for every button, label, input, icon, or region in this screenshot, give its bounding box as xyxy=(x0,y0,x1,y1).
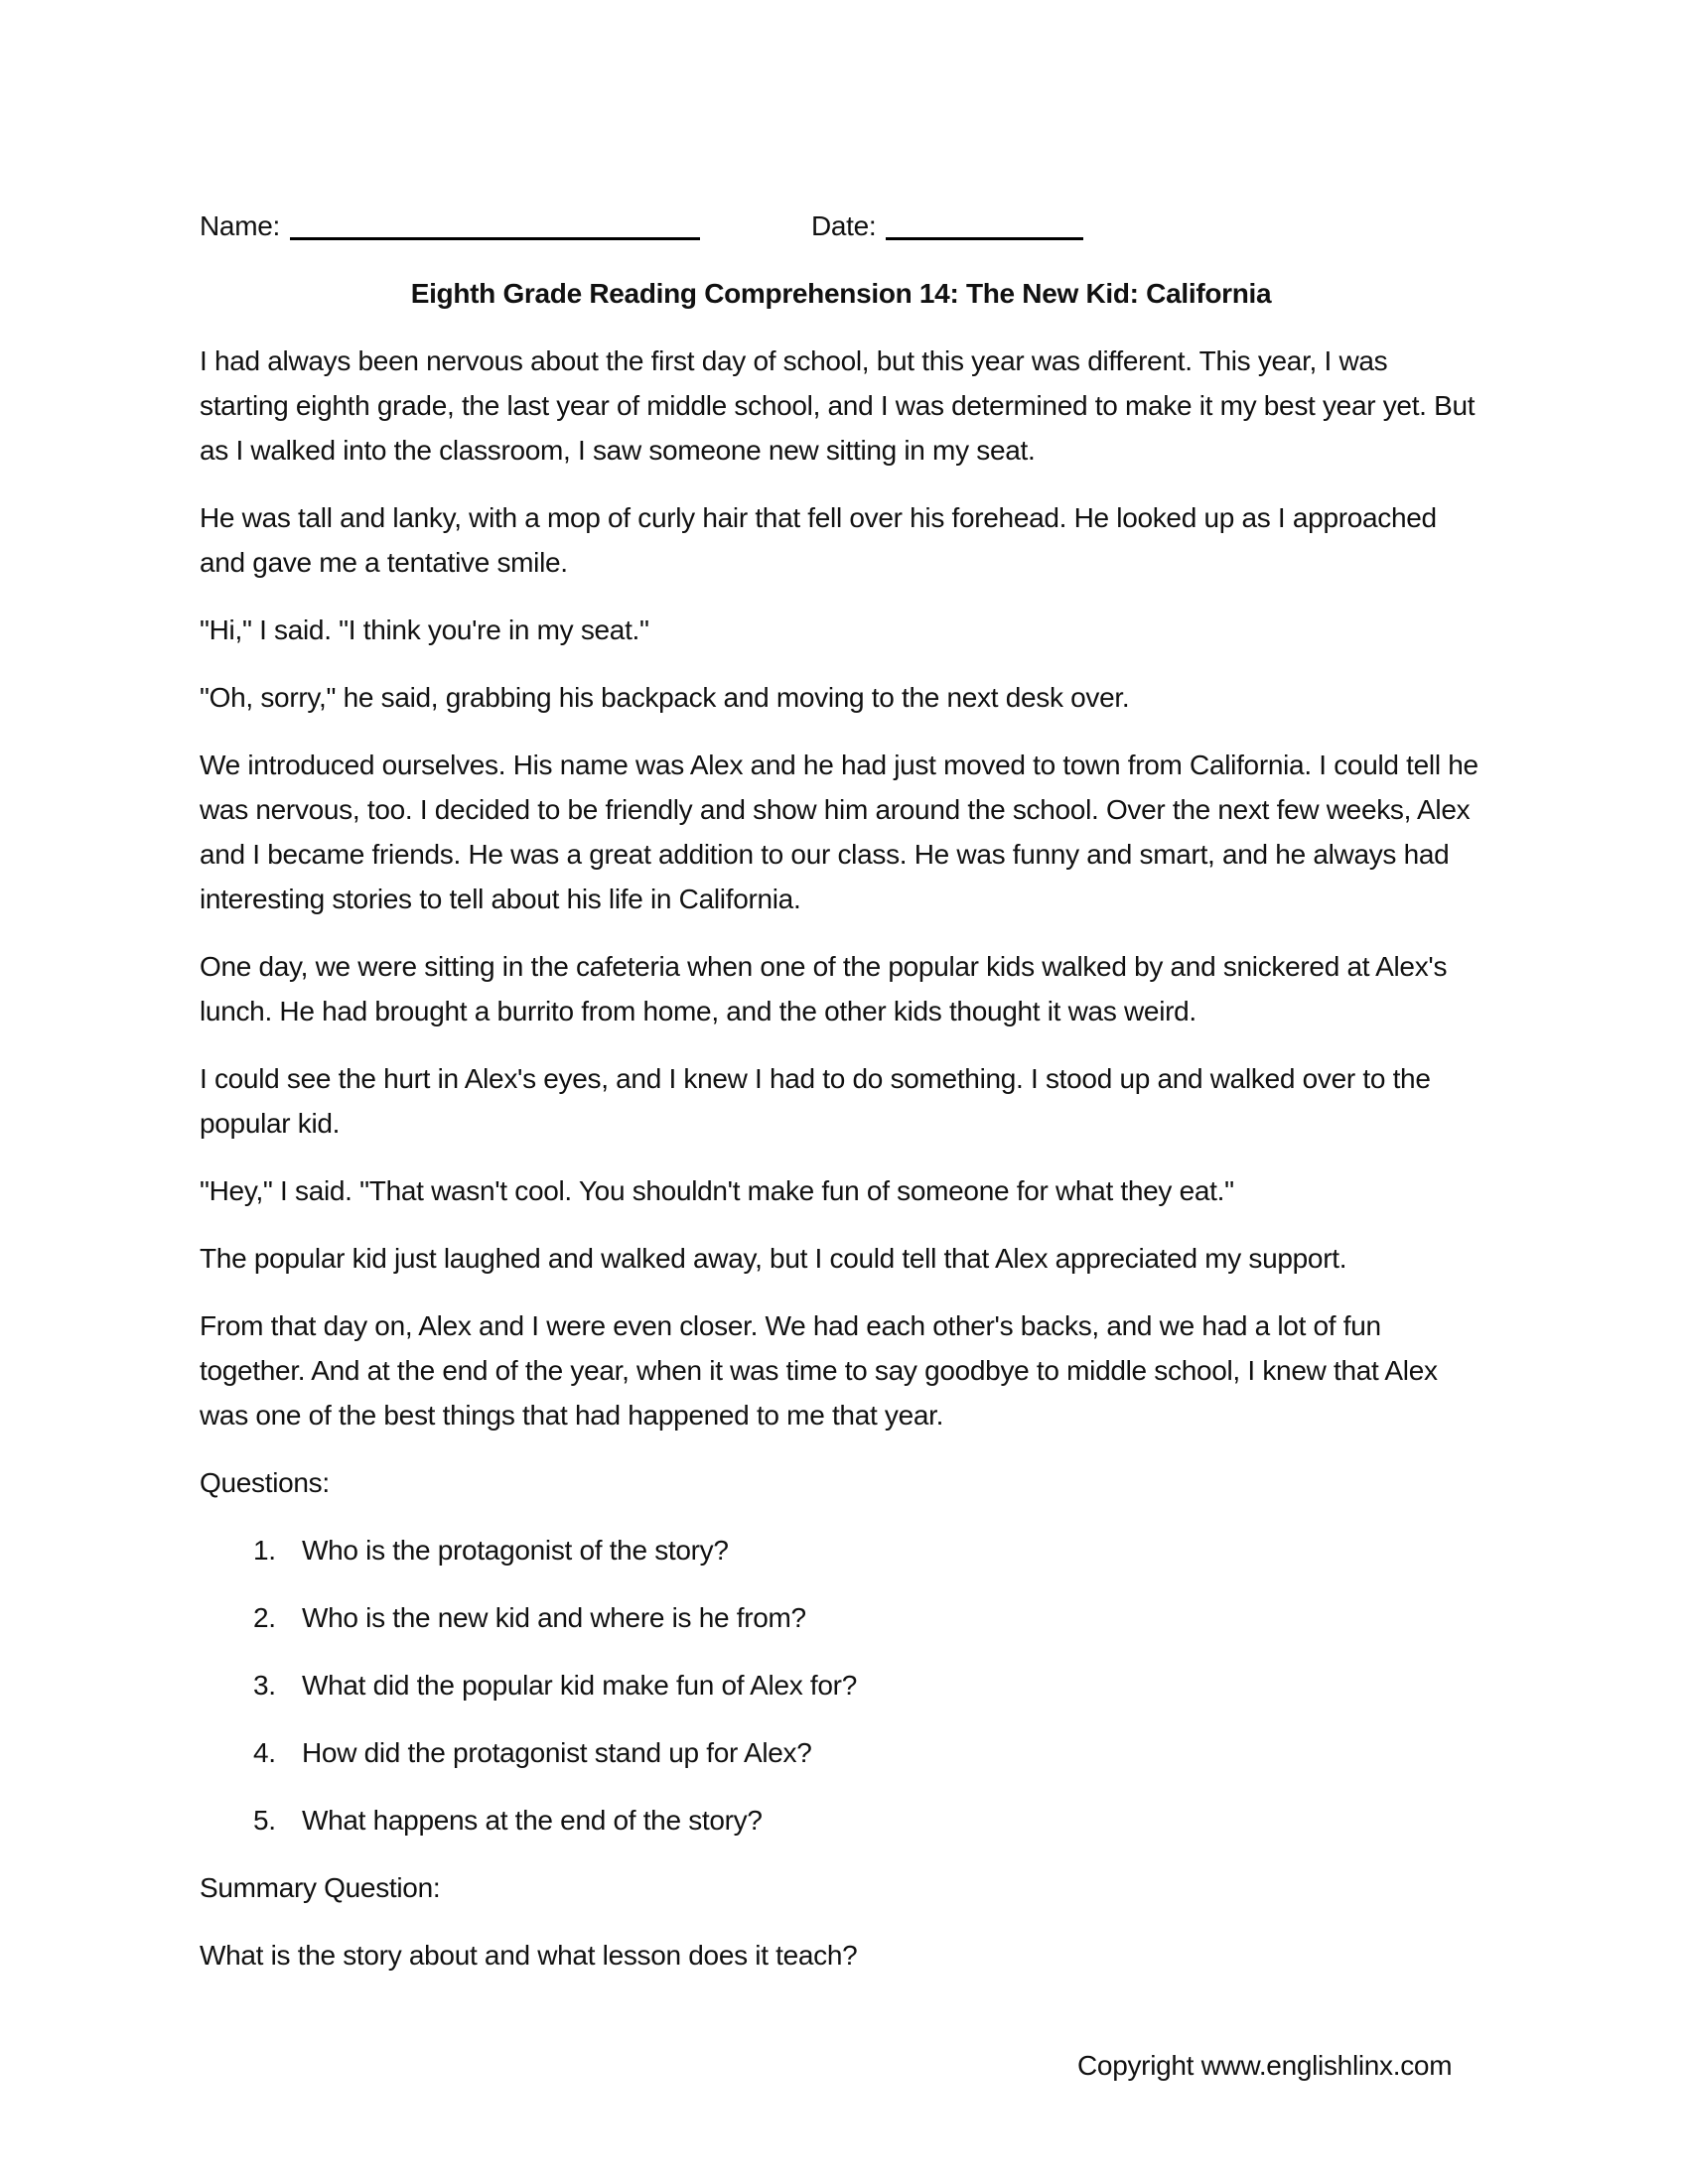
questions-heading: Questions: xyxy=(200,1467,330,1498)
question-number: 4. xyxy=(253,1737,276,1768)
summary-question: What is the story about and what lesson does it teach? xyxy=(200,1940,858,1971)
story-paragraph: I had always been nervous about the first day of school, but this year was different. This year, I was starting eighth grade, the last year of middle school, and I was determined to make it my best year yet. But as I walked into the classroom, I saw someone new sitting in my seat. xyxy=(200,345,1476,466)
question-item xyxy=(253,1595,1482,1640)
story-paragraph: The popular kid just laughed and walked away, but I could tell that Alex appreciated my support. xyxy=(200,1243,1347,1274)
name-blank-line xyxy=(290,237,700,240)
worksheet-content xyxy=(200,204,1482,1978)
story-passage xyxy=(200,339,1482,1437)
summary-heading: Summary Question: xyxy=(200,1872,441,1903)
question-item xyxy=(253,1730,1482,1775)
question-text: What happens at the end of the story? xyxy=(302,1805,763,1836)
question-text: Who is the protagonist of the story? xyxy=(302,1535,729,1566)
date-field xyxy=(811,204,1083,248)
question-number: 3. xyxy=(253,1670,276,1701)
story-paragraph: "Hey," I said. "That wasn't cool. You shouldn't make fun of someone for what they eat." xyxy=(200,1175,1234,1206)
date-blank-line xyxy=(886,237,1083,240)
story-paragraph: I could see the hurt in Alex's eyes, and I knew I had to do something. I stood up and walked over to the popular kid. xyxy=(200,1063,1431,1139)
name-field xyxy=(200,204,700,248)
story-paragraph: From that day on, Alex and I were even closer. We had each other's backs, and we had a lot of fun together. And at the end of the year, when it was time to say goodbye to middle school, I knew that Alex was one of the best things that had happened to me that year. xyxy=(200,1310,1438,1431)
question-number: 1. xyxy=(253,1535,276,1566)
question-number: 5. xyxy=(253,1805,276,1836)
question-text: Who is the new kid and where is he from? xyxy=(302,1602,806,1633)
story-paragraph: He was tall and lanky, with a mop of curly hair that fell over his forehead. He looked up as I approached and gave me a tentative smile. xyxy=(200,502,1437,578)
question-item xyxy=(253,1798,1482,1843)
story-paragraph: One day, we were sitting in the cafeteria when one of the popular kids walked by and snickered at Alex's lunch. He had brought a burrito from home, and the other kids thought it was weird. xyxy=(200,951,1448,1026)
story-paragraph: We introduced ourselves. His name was Alex and he had just moved to town from California. I could tell he was nervous, too. I decided to be friendly and show him around the school. Over the next few weeks, Alex and I became friends. He was a great addition to our class. He was funny and smart, and he always had interesting stories to tell about his life in California. xyxy=(200,750,1478,914)
question-item xyxy=(253,1528,1482,1572)
question-number: 2. xyxy=(253,1602,276,1633)
name-label: Name: xyxy=(200,210,280,241)
copyright-text: Copyright www.englishlinx.com xyxy=(1077,2050,1453,2081)
worksheet-title: Eighth Grade Reading Comprehension 14: The New Kid: California xyxy=(410,278,1272,309)
question-item xyxy=(253,1663,1482,1707)
story-paragraph: "Oh, sorry," he said, grabbing his backpack and moving to the next desk over. xyxy=(200,682,1130,713)
story-paragraph: "Hi," I said. "I think you're in my seat." xyxy=(200,614,649,645)
date-label: Date: xyxy=(810,210,877,241)
questions-list xyxy=(200,1528,1482,1843)
header-row xyxy=(200,204,1482,248)
question-text: What did the popular kid make fun of Alex for? xyxy=(302,1670,857,1701)
question-text: How did the protagonist stand up for Alex? xyxy=(302,1737,812,1768)
